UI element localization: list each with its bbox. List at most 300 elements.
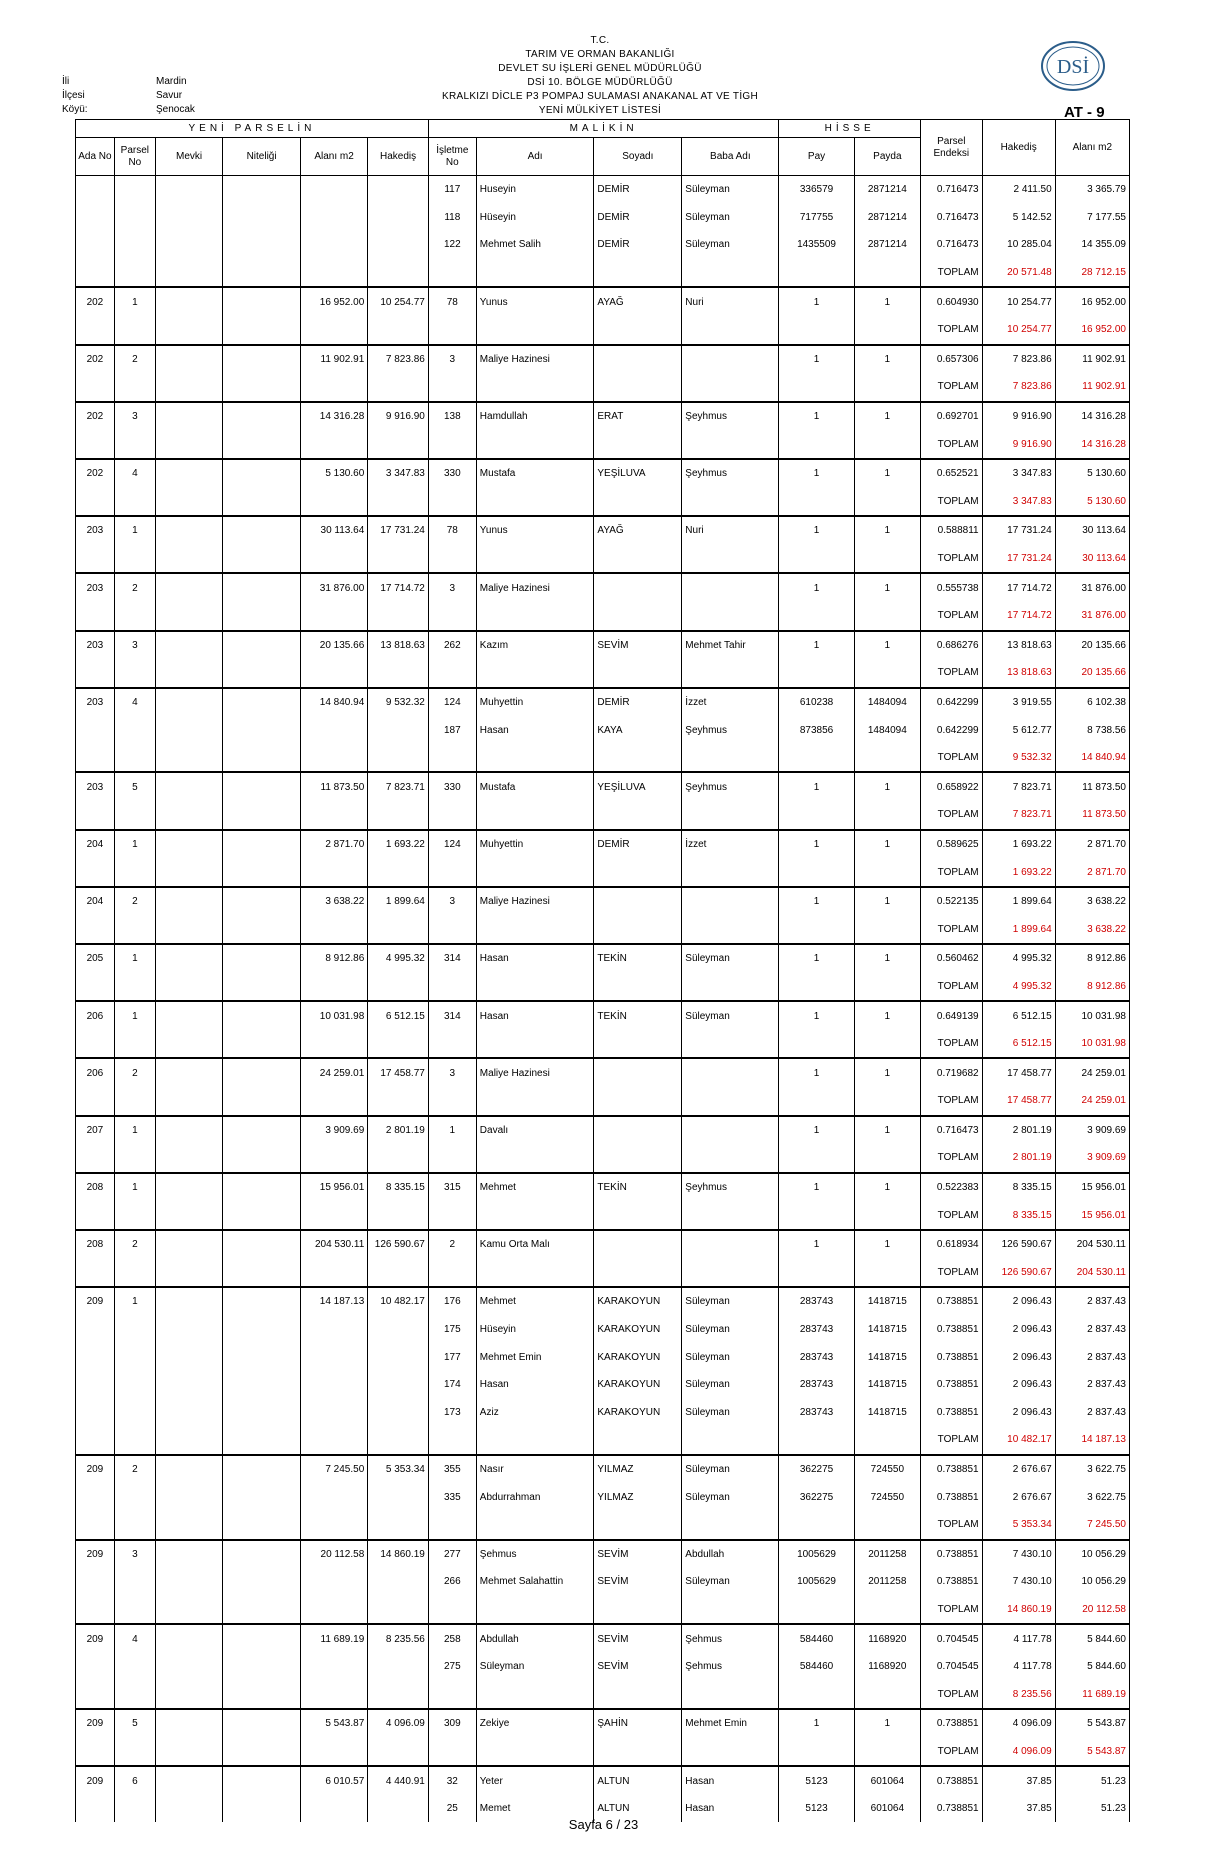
parsel-no-cell: 1 (114, 830, 155, 859)
share-denominator-cell: 1 (854, 1230, 920, 1259)
parsel-no-cell (114, 1343, 155, 1371)
total-hakedis: 10 482.17 (982, 1426, 1055, 1455)
owner-area-cell: 3 909.69 (1055, 1116, 1129, 1145)
empty-cell (428, 1680, 476, 1709)
empty-cell (428, 1596, 476, 1625)
empty-cell (155, 373, 222, 402)
parcel-index-cell: 0.738851 (920, 1399, 982, 1427)
father-name-cell: İzzet (682, 830, 779, 859)
empty-cell (76, 1426, 115, 1455)
isletme-no-cell: 138 (428, 402, 476, 431)
total-label: TOPLAM (920, 801, 982, 830)
empty-cell (368, 602, 429, 631)
isletme-no-cell: 314 (428, 944, 476, 973)
parcel-index-cell: 0.692701 (920, 402, 982, 431)
parsel-no-cell: 4 (114, 1624, 155, 1653)
parsel-no-cell: 2 (114, 1230, 155, 1259)
ada-no-cell: 203 (76, 688, 115, 717)
empty-cell (779, 545, 854, 574)
share-denominator-cell: 724550 (854, 1483, 920, 1511)
empty-cell (854, 973, 920, 1002)
empty-cell (223, 430, 301, 459)
total-hakedis: 17 714.72 (982, 602, 1055, 631)
parcel-index-cell: 0.588811 (920, 516, 982, 545)
empty-cell (854, 602, 920, 631)
owner-surname-cell: DEMİR (594, 688, 682, 717)
empty-cell (76, 430, 115, 459)
empty-cell (114, 858, 155, 887)
share-numerator-cell: 1 (779, 1230, 854, 1259)
empty-cell (428, 1144, 476, 1173)
nitelik-cell (223, 772, 301, 801)
share-denominator-cell: 2871214 (854, 231, 920, 259)
parsel-no-cell (114, 231, 155, 259)
total-area: 31 876.00 (1055, 602, 1129, 631)
owner-area-cell: 2 837.43 (1055, 1399, 1129, 1427)
empty-cell (854, 1596, 920, 1625)
empty-cell (779, 801, 854, 830)
total-row (76, 659, 1130, 688)
empty-cell (114, 316, 155, 345)
father-name-cell: Süleyman (682, 1483, 779, 1511)
total-row (76, 1511, 1130, 1540)
empty-cell (779, 373, 854, 402)
total-area: 5 130.60 (1055, 488, 1129, 517)
empty-cell (682, 316, 779, 345)
empty-cell (76, 1680, 115, 1709)
share-numerator-cell: 1 (779, 1058, 854, 1087)
total-hakedis: 17 731.24 (982, 545, 1055, 574)
father-name-cell: Şeyhmus (682, 1173, 779, 1202)
ada-no-cell (76, 1316, 115, 1344)
share-denominator-cell: 1 (854, 516, 920, 545)
empty-cell (76, 488, 115, 517)
empty-cell (854, 430, 920, 459)
empty-cell (223, 259, 301, 288)
empty-cell (854, 259, 920, 288)
empty-cell (428, 1259, 476, 1288)
table-row (76, 1343, 1130, 1371)
owner-name-cell: Maliye Hazinesi (476, 887, 594, 916)
nitelik-cell (223, 402, 301, 431)
page-number: Sayfa 6 / 23 (568, 1817, 639, 1832)
parcel-index-cell: 0.719682 (920, 1058, 982, 1087)
isletme-no-cell: 122 (428, 231, 476, 259)
isletme-no-cell: 266 (428, 1568, 476, 1596)
parcel-area-cell (300, 1371, 367, 1399)
empty-cell (428, 801, 476, 830)
ada-no-cell: 206 (76, 1001, 115, 1030)
empty-cell (300, 373, 367, 402)
total-hakedis: 5 353.34 (982, 1511, 1055, 1540)
owner-name-cell: Abdurrahman (476, 1483, 594, 1511)
empty-cell (476, 1030, 594, 1059)
empty-cell (594, 545, 682, 574)
owner-surname-cell: YEŞİLUVA (594, 772, 682, 801)
mevki-cell (155, 1483, 222, 1511)
parcel-index-cell: 0.649139 (920, 1001, 982, 1030)
parcel-hakedis-cell: 7 823.71 (368, 772, 429, 801)
parcel-hakedis-cell: 1 899.64 (368, 887, 429, 916)
owner-surname-cell: YEŞİLUVA (594, 459, 682, 488)
empty-cell (300, 1144, 367, 1173)
father-name-cell: Süleyman (682, 1001, 779, 1030)
nitelik-cell (223, 1058, 301, 1087)
empty-cell (682, 1680, 779, 1709)
parcel-index-cell: 0.642299 (920, 688, 982, 717)
empty-cell (155, 545, 222, 574)
empty-cell (155, 1680, 222, 1709)
owner-name-cell: Hamdullah (476, 402, 594, 431)
share-numerator-cell: 1435509 (779, 231, 854, 259)
total-area: 3 909.69 (1055, 1144, 1129, 1173)
owner-name-cell: Yunus (476, 516, 594, 545)
share-numerator-cell: 283743 (779, 1399, 854, 1427)
parsel-no-cell: 3 (114, 631, 155, 660)
empty-cell (594, 1596, 682, 1625)
empty-cell (368, 1511, 429, 1540)
empty-cell (155, 659, 222, 688)
total-label: TOPLAM (920, 744, 982, 773)
empty-cell (114, 1738, 155, 1767)
total-hakedis: 13 818.63 (982, 659, 1055, 688)
owner-name-cell: Aziz (476, 1399, 594, 1427)
parcel-hakedis-cell: 6 512.15 (368, 1001, 429, 1030)
parcel-area-cell: 5 543.87 (300, 1709, 367, 1738)
ada-no-cell: 203 (76, 573, 115, 602)
empty-cell (76, 602, 115, 631)
owner-name-cell: Hüseyin (476, 1316, 594, 1344)
empty-cell (155, 488, 222, 517)
empty-cell (223, 1144, 301, 1173)
parcel-index-cell: 0.642299 (920, 716, 982, 744)
nitelik-cell (223, 1653, 301, 1681)
empty-cell (223, 659, 301, 688)
parsel-no-cell: 1 (114, 1001, 155, 1030)
ada-no-cell: 204 (76, 887, 115, 916)
parsel-no-cell: 2 (114, 887, 155, 916)
total-area: 11 689.19 (1055, 1680, 1129, 1709)
father-name-cell: Şeyhmus (682, 402, 779, 431)
empty-cell (155, 1511, 222, 1540)
owner-area-cell: 2 837.43 (1055, 1343, 1129, 1371)
empty-cell (76, 373, 115, 402)
table-row (76, 1230, 1130, 1259)
mevki-cell (155, 345, 222, 374)
total-area: 24 259.01 (1055, 1087, 1129, 1116)
father-name-cell: Süleyman (682, 176, 779, 204)
owner-area-cell: 51.23 (1055, 1795, 1129, 1823)
empty-cell (155, 1596, 222, 1625)
share-denominator-cell: 601064 (854, 1766, 920, 1795)
owner-hakedis-cell: 4 995.32 (982, 944, 1055, 973)
total-hakedis: 10 254.77 (982, 316, 1055, 345)
father-name-cell: Süleyman (682, 204, 779, 232)
column-header: Alanı m2 (1055, 120, 1129, 176)
total-area: 11 902.91 (1055, 373, 1129, 402)
parsel-no-cell: 2 (114, 573, 155, 602)
parsel-no-cell (114, 1568, 155, 1596)
parcel-hakedis-cell (368, 716, 429, 744)
empty-cell (155, 259, 222, 288)
mevki-cell (155, 1116, 222, 1145)
mevki-cell (155, 830, 222, 859)
parsel-no-cell: 3 (114, 1540, 155, 1569)
owner-name-cell: Maliye Hazinesi (476, 1058, 594, 1087)
empty-cell (155, 1426, 222, 1455)
empty-cell (300, 316, 367, 345)
owner-hakedis-cell: 126 590.67 (982, 1230, 1055, 1259)
empty-cell (368, 744, 429, 773)
table-row (76, 830, 1130, 859)
parcel-index-cell: 0.522383 (920, 1173, 982, 1202)
parsel-no-cell (114, 1653, 155, 1681)
owner-name-cell: Hasan (476, 1001, 594, 1030)
empty-cell (368, 430, 429, 459)
share-denominator-cell: 1418715 (854, 1399, 920, 1427)
empty-cell (76, 316, 115, 345)
isletme-no-cell: 78 (428, 516, 476, 545)
empty-cell (854, 659, 920, 688)
owner-name-cell: Muhyettin (476, 830, 594, 859)
parcel-area-cell (300, 1343, 367, 1371)
empty-cell (682, 915, 779, 944)
empty-cell (682, 1596, 779, 1625)
empty-cell (428, 1201, 476, 1230)
owner-surname-cell (594, 345, 682, 374)
parcel-index-cell: 0.716473 (920, 204, 982, 232)
empty-cell (594, 1087, 682, 1116)
isletme-no-cell: 309 (428, 1709, 476, 1738)
empty-cell (223, 1680, 301, 1709)
empty-cell (594, 1201, 682, 1230)
empty-cell (76, 801, 115, 830)
nitelik-cell (223, 1116, 301, 1145)
owner-name-cell: Muhyettin (476, 688, 594, 717)
mevki-cell (155, 1653, 222, 1681)
father-name-cell: İzzet (682, 688, 779, 717)
owner-hakedis-cell: 2 096.43 (982, 1371, 1055, 1399)
owner-hakedis-cell: 2 801.19 (982, 1116, 1055, 1145)
total-row (76, 915, 1130, 944)
table-row (76, 887, 1130, 916)
total-row (76, 373, 1130, 402)
location-label: İli (62, 76, 70, 87)
mevki-cell (155, 887, 222, 916)
parcel-area-cell (300, 716, 367, 744)
owner-area-cell: 2 837.43 (1055, 1371, 1129, 1399)
location-row (62, 89, 195, 103)
parcel-area-cell: 15 956.01 (300, 1173, 367, 1202)
share-numerator-cell: 1 (779, 772, 854, 801)
empty-cell (223, 858, 301, 887)
owner-hakedis-cell: 9 916.90 (982, 402, 1055, 431)
share-numerator-cell: 873856 (779, 716, 854, 744)
owner-hakedis-cell: 13 818.63 (982, 631, 1055, 660)
empty-cell (223, 1201, 301, 1230)
share-numerator-cell: 1 (779, 402, 854, 431)
share-numerator-cell: 1 (779, 830, 854, 859)
parcel-hakedis-cell: 2 801.19 (368, 1116, 429, 1145)
owner-name-cell: Abdullah (476, 1624, 594, 1653)
parcel-index-cell: 0.618934 (920, 1230, 982, 1259)
owner-area-cell: 10 056.29 (1055, 1568, 1129, 1596)
owner-name-cell: Mehmet Emin (476, 1343, 594, 1371)
empty-cell (854, 1030, 920, 1059)
owner-area-cell: 3 638.22 (1055, 887, 1129, 916)
owner-area-cell: 14 316.28 (1055, 402, 1129, 431)
ada-no-cell: 209 (76, 1287, 115, 1316)
father-name-cell: Şeyhmus (682, 459, 779, 488)
owner-hakedis-cell: 2 096.43 (982, 1316, 1055, 1344)
empty-cell (223, 1426, 301, 1455)
empty-cell (682, 1426, 779, 1455)
parcel-area-cell: 11 902.91 (300, 345, 367, 374)
isletme-no-cell: 117 (428, 176, 476, 204)
mevki-cell (155, 176, 222, 204)
empty-cell (368, 545, 429, 574)
total-row (76, 1738, 1130, 1767)
parcel-index-cell: 0.704545 (920, 1653, 982, 1681)
nitelik-cell (223, 1001, 301, 1030)
isletme-no-cell: 118 (428, 204, 476, 232)
empty-cell (854, 1144, 920, 1173)
parcel-index-cell: 0.686276 (920, 631, 982, 660)
parsel-no-cell: 3 (114, 402, 155, 431)
nitelik-cell (223, 944, 301, 973)
column-header: Niteliği (223, 138, 301, 176)
empty-cell (594, 373, 682, 402)
empty-cell (76, 1738, 115, 1767)
total-hakedis: 2 801.19 (982, 1144, 1055, 1173)
column-header: Baba Adı (682, 138, 779, 176)
total-hakedis: 17 458.77 (982, 1087, 1055, 1116)
owner-area-cell: 10 056.29 (1055, 1540, 1129, 1569)
parcel-area-cell: 5 130.60 (300, 459, 367, 488)
empty-cell (682, 973, 779, 1002)
total-hakedis: 1 693.22 (982, 858, 1055, 887)
empty-cell (779, 973, 854, 1002)
share-denominator-cell: 1484094 (854, 688, 920, 717)
share-denominator-cell: 2011258 (854, 1540, 920, 1569)
empty-cell (476, 430, 594, 459)
father-name-cell: Süleyman (682, 231, 779, 259)
parcel-hakedis-cell: 13 818.63 (368, 631, 429, 660)
ada-no-cell: 208 (76, 1230, 115, 1259)
empty-cell (76, 1144, 115, 1173)
share-numerator-cell: 1 (779, 459, 854, 488)
empty-cell (223, 602, 301, 631)
empty-cell (854, 915, 920, 944)
share-denominator-cell: 1 (854, 887, 920, 916)
parcel-index-cell: 0.738851 (920, 1540, 982, 1569)
parcel-index-cell: 0.522135 (920, 887, 982, 916)
empty-cell (428, 259, 476, 288)
parcel-hakedis-cell (368, 1371, 429, 1399)
owner-hakedis-cell: 4 117.78 (982, 1653, 1055, 1681)
empty-cell (428, 602, 476, 631)
father-name-cell (682, 1230, 779, 1259)
owner-area-cell: 24 259.01 (1055, 1058, 1129, 1087)
empty-cell (155, 744, 222, 773)
empty-cell (300, 973, 367, 1002)
father-name-cell (682, 345, 779, 374)
owner-name-cell: Mehmet (476, 1287, 594, 1316)
title-line: DSİ 10. BÖLGE MÜDÜRLÜĞÜ (527, 77, 673, 88)
empty-cell (300, 801, 367, 830)
owner-surname-cell: AYAĞ (594, 287, 682, 316)
owner-surname-cell: SEVİM (594, 1540, 682, 1569)
mevki-cell (155, 1001, 222, 1030)
nitelik-cell (223, 1287, 301, 1316)
father-name-cell: Şeyhmus (682, 716, 779, 744)
sheet-code: AT - 9 (1064, 104, 1105, 121)
father-name-cell: Hasan (682, 1766, 779, 1795)
empty-cell (779, 430, 854, 459)
isletme-no-cell: 262 (428, 631, 476, 660)
group-header-parcel: YENİ PARSELİN (76, 120, 429, 138)
empty-cell (155, 973, 222, 1002)
empty-cell (779, 488, 854, 517)
empty-cell (223, 488, 301, 517)
parcel-index-cell: 0.589625 (920, 830, 982, 859)
nitelik-cell (223, 459, 301, 488)
total-label: TOPLAM (920, 1201, 982, 1230)
parcel-area-cell: 31 876.00 (300, 573, 367, 602)
total-row (76, 545, 1130, 574)
nitelik-cell (223, 1540, 301, 1569)
empty-cell (76, 659, 115, 688)
share-denominator-cell: 1 (854, 1058, 920, 1087)
title-line: KRALKIZI DİCLE P3 POMPAJ SULAMASI ANAKANAL AT VE TİGH (442, 91, 758, 102)
owner-surname-cell (594, 1230, 682, 1259)
father-name-cell: Süleyman (682, 1455, 779, 1484)
empty-cell (300, 259, 367, 288)
mevki-cell (155, 516, 222, 545)
empty-cell (155, 316, 222, 345)
owner-name-cell: Maliye Hazinesi (476, 573, 594, 602)
empty-cell (594, 488, 682, 517)
share-denominator-cell: 1 (854, 345, 920, 374)
parcel-area-cell (300, 231, 367, 259)
isletme-no-cell: 78 (428, 287, 476, 316)
total-row (76, 488, 1130, 517)
empty-cell (682, 1259, 779, 1288)
total-hakedis: 4 096.09 (982, 1738, 1055, 1767)
owner-surname-cell: TEKİN (594, 1173, 682, 1202)
location-block (62, 75, 195, 117)
father-name-cell: Şehmus (682, 1653, 779, 1681)
isletme-no-cell: 330 (428, 459, 476, 488)
location-value: Savur (156, 90, 183, 101)
mevki-cell (155, 231, 222, 259)
mevki-cell (155, 1058, 222, 1087)
column-header: Soyadı (594, 138, 682, 176)
owner-surname-cell (594, 573, 682, 602)
total-area: 10 031.98 (1055, 1030, 1129, 1059)
empty-cell (155, 915, 222, 944)
isletme-no-cell: 3 (428, 573, 476, 602)
empty-cell (854, 1087, 920, 1116)
total-row (76, 1201, 1130, 1230)
mevki-cell (155, 688, 222, 717)
empty-cell (223, 1030, 301, 1059)
owner-hakedis-cell: 2 676.67 (982, 1483, 1055, 1511)
parcel-hakedis-cell (368, 1568, 429, 1596)
parcel-index-cell: 0.738851 (920, 1709, 982, 1738)
owner-hakedis-cell: 6 512.15 (982, 1001, 1055, 1030)
mevki-cell (155, 1230, 222, 1259)
